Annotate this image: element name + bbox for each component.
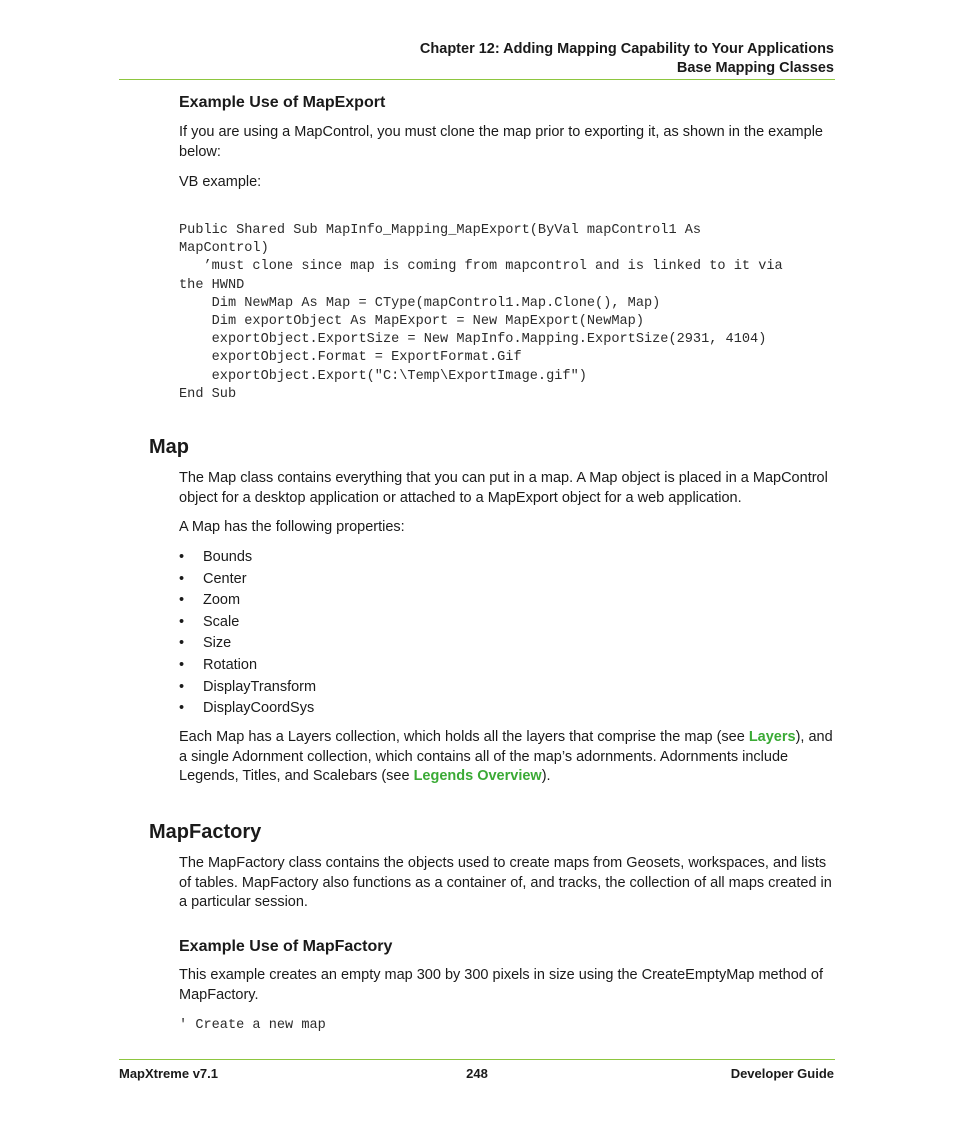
list-item: • Scale (179, 612, 316, 634)
mapfactory-example-heading: Example Use of MapFactory (179, 938, 393, 955)
running-header (420, 40, 834, 78)
bullet-icon: • (179, 635, 185, 652)
list-item: • DisplayTransform (179, 677, 316, 699)
header-rule (119, 79, 835, 80)
mapfactory-para-1: The MapFactory class contains the objects used to create maps from Geosets, workspaces, and lists of tables. MapFactory also functions as a container of, and tracks, the collection of all maps created in a particular session. (179, 855, 832, 910)
legends-overview-link[interactable]: Legends Overview (413, 768, 542, 784)
map-para-3: Each Map has a Layers collection, which holds all the layers that comprise the map (see Layers), and a single Adornment collection, which contains all of the map’s adornments. Adornments include Legends, Titles, and Scalebars (see Legends Overview). (179, 729, 833, 784)
footer-product: MapXtreme v7.1 (119, 1066, 218, 1081)
mapfactory-code-block: ' Create a new map (179, 1018, 326, 1033)
chapter-title: Chapter 12: Adding Mapping Capability to Your Applications (419, 41, 834, 57)
list-item: • Center (179, 569, 316, 591)
bullet-icon: • (179, 592, 185, 609)
bullet-icon: • (179, 549, 185, 565)
list-item: • Size (179, 633, 316, 655)
layers-link[interactable]: Layers (748, 729, 796, 745)
footer-rule (119, 1059, 835, 1060)
map-para-2: A Map has the following properties: (179, 519, 405, 535)
list-item: • Rotation (179, 655, 316, 677)
footer-guide: Developer Guide (730, 1066, 834, 1081)
mapfactory-example-para: This example creates an empty map 300 by 300 pixels in size using the CreateEmptyMap method of MapFactory. (179, 967, 823, 1003)
mapexport-example-heading: Example Use of MapExport (179, 94, 386, 111)
map-para-1: The Map class contains everything that you can put in a map. A Map object is placed in a MapControl object for a desktop application or attached to a MapExport object for a web application. (179, 470, 828, 506)
mapfactory-section-heading: MapFactory (149, 821, 262, 843)
section-title: Base Mapping Classes (676, 60, 834, 76)
mapexport-intro: If you are using a MapControl, you must clone the map prior to exporting it, as shown in the example below: (179, 124, 823, 160)
bullet-icon: • (179, 656, 185, 673)
footer-page-number: 248 (466, 1066, 488, 1081)
list-item: • Bounds (179, 547, 316, 569)
bullet-icon: • (179, 613, 185, 630)
bullet-icon: • (179, 700, 185, 717)
map-section-heading: Map (149, 436, 189, 458)
mapexport-code-block: Public Shared Sub MapInfo_Mapping_MapExport(ByVal mapControl1 As MapControl) ’must clone since map is coming from mapcontrol and is linked to it via the HWND Dim NewMap As Map = CType(mapControl1.Map.Clone(), Map) Dim exportObject As MapExport = New MapExport(NewMap) exportObject.ExportSize = New MapInfo.Mapping.ExportSize(2931, 4104) exportObject.Format = ExportFormat.Gif exportObject.Export("C:\Temp\ExportImage.gif") End Sub (179, 223, 783, 402)
map-properties-list (179, 547, 316, 720)
bullet-icon: • (179, 570, 185, 587)
list-item: • Zoom (179, 590, 316, 612)
bullet-icon: • (179, 678, 185, 695)
vb-example-label: VB example: (179, 174, 262, 190)
list-item: • DisplayCoordSys (179, 698, 316, 720)
